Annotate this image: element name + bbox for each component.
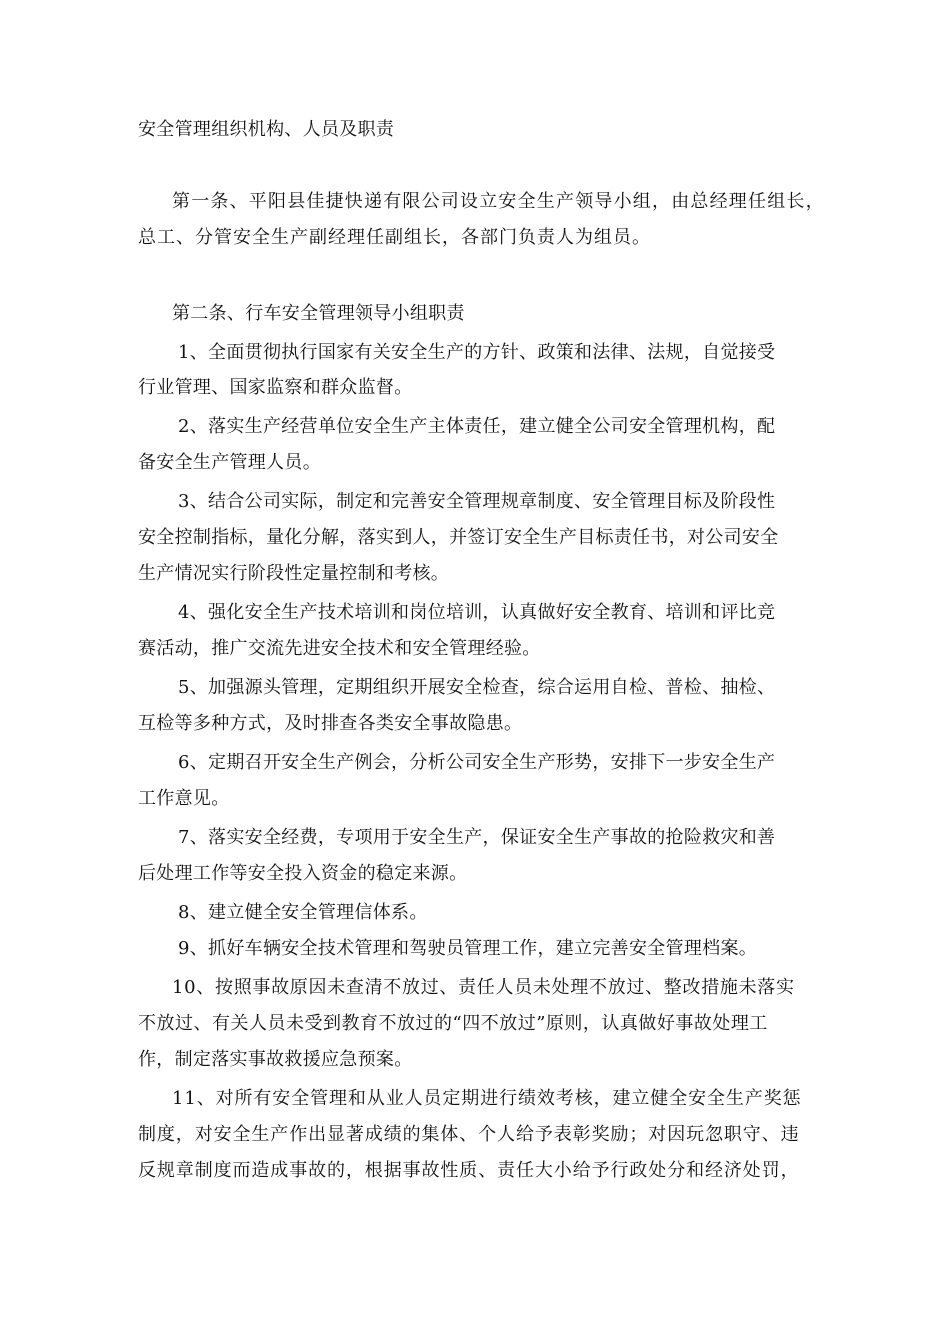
duty-item-2-line: 备安全生产管理人员。	[138, 452, 321, 473]
duty-item-1-line: 1、全面贯彻执行国家有关安全生产的方针、政策和法律、法规，自觉接受	[178, 342, 776, 363]
article1-line: 第一条、平阳县佳捷快递有限公司设立安全生产领导小组，由总经理任组长，	[172, 191, 825, 212]
duty-item-5-line: 5、加强源头管理，定期组织开展安全检查，综合运用自检、普检、抽检、	[178, 677, 776, 698]
article2-title: 第二条、行车安全管理领导小组职责	[172, 303, 465, 324]
duty-item-11-line: 制度，对安全生产作出显著成绩的集体、个人给予表彰奖励；对因玩忽职守、违	[138, 1124, 800, 1145]
duty-item-10-line: 10、按照事故原因未查清不放过、责任人员未处理不放过、整改措施未落实	[172, 977, 795, 998]
duty-item-2-line: 2、落实生产经营单位安全生产主体责任，建立健全公司安全管理机构，配	[178, 416, 776, 437]
duty-item-11-line: 11、对所有安全管理和从业人员定期进行绩效考核，建立健全安全生产奖惩	[172, 1088, 802, 1109]
duty-item-10-line: 不放过、有关人员未受到教育不放过的“四不放过”原则，认真做好事故处理工	[138, 1013, 768, 1034]
duty-item-9-line: 9、抓好车辆安全技术管理和驾驶员管理工作，建立完善安全管理档案。	[178, 938, 758, 959]
duty-item-8-line: 8、建立健全安全管理信体系。	[178, 902, 428, 923]
duty-item-4-line: 赛活动，推广交流先进安全技术和安全管理经验。	[138, 638, 541, 659]
article1-line: 总工、分管安全生产副经理任副组长，各部门负责人为组员。	[138, 227, 651, 248]
duty-item-10-line: 作，制定落实事故救援应急预案。	[138, 1049, 413, 1070]
duty-item-11-line: 反规章制度而造成事故的，根据事故性质、责任大小给予行政处分和经济处罚，	[138, 1160, 800, 1181]
duty-item-1-line: 行业管理、国家监察和群众监督。	[138, 377, 413, 398]
duty-item-3-line: 3、结合公司实际，制定和完善安全管理规章制度、安全管理目标及阶段性	[178, 491, 776, 512]
document-title: 安全管理组织机构、人员及职责	[138, 119, 395, 140]
duty-item-7-line: 7、落实安全经费，专项用于安全生产，保证安全生产事故的抢险救灾和善	[178, 827, 776, 848]
duty-item-5-line: 互检等多种方式，及时排查各类安全事故隐患。	[138, 713, 523, 734]
duty-item-4-line: 4、强化安全生产技术培训和岗位培训，认真做好安全教育、培训和评比竞	[178, 602, 776, 623]
duty-item-6-line: 6、定期召开安全生产例会，分析公司安全生产形势，安排下一步安全生产	[178, 752, 776, 773]
duty-item-7-line: 后处理工作等安全投入资金的稳定来源。	[138, 863, 468, 884]
duty-item-3-line: 生产情况实行阶段性定量控制和考核。	[138, 563, 450, 584]
duty-item-6-line: 工作意见。	[138, 788, 230, 809]
duty-item-3-line: 安全控制指标，量化分解，落实到人，并签订安全生产目标责任书，对公司安全	[138, 527, 779, 548]
